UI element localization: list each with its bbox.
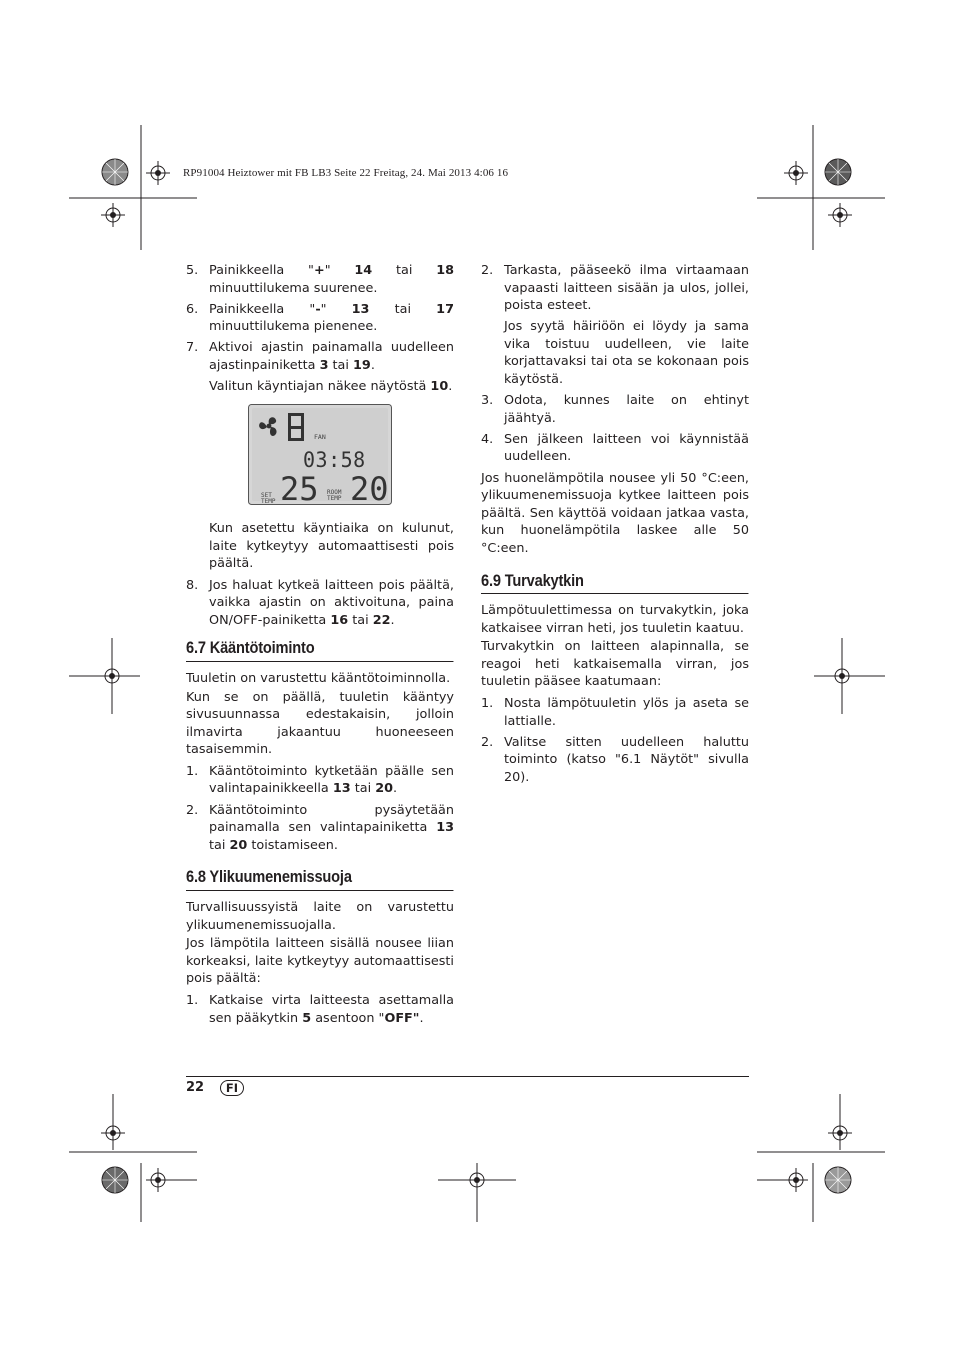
list-item-4: 4. Sen jälkeen laitteen voi käynnistää uudelleen. [481, 431, 749, 465]
item-number: 5. [186, 263, 199, 278]
lcd-display [248, 404, 392, 505]
lcd-time: 03:58 [303, 447, 366, 472]
list-item-2: 2. Tarkasta, pääseekö ilma virtaamaan vapaasti laitteen sisään ja ulos, jollei, poista esteet. [481, 263, 749, 314]
item-number: 3. [481, 393, 494, 409]
section-title-6-7: 6.7 Kääntötoiminto [186, 639, 453, 662]
item-number: 6. [186, 301, 199, 317]
lcd-set-temp-label: TEMP [261, 497, 276, 505]
page-number: 22 [186, 1080, 205, 1095]
section-title-6-9: 6.9 Turvakytkin [481, 572, 748, 595]
list-item-1: 1. Kääntötoiminto kytketään päälle sen valintapainikkeella 13 tai 20. [186, 763, 454, 797]
lcd-room-temp-label: TEMP [327, 494, 342, 502]
paragraph: Jos huonelämpötila nousee yli 50 °C:een, ylikuumenemissuoja kytkee laitteen pois päältä. Sen käyttöä voidaan jatkaa vasta, kun huonelämpötila laskee alle 50 °C:een. [481, 470, 749, 556]
item-number: 2. [186, 802, 199, 818]
footer-rule [186, 1076, 749, 1077]
paragraph: Tuuletin on varustettu kääntötoiminnolla. [186, 670, 451, 686]
item-number: 1. [481, 696, 494, 712]
list-item-5: 5. Painikkeella "+" 14 tai 18 minuuttilukema suurenee. [186, 263, 454, 296]
right-column [481, 262, 749, 790]
item-number: 8. [186, 577, 199, 593]
lcd-set-temperature: 25 [280, 469, 319, 505]
segment-indicator [288, 413, 304, 441]
list-item-2: 2. Kääntötoiminto pysäytetään painamalla sen valintapainiketta 13 tai 20 toistamiseen. [186, 802, 454, 853]
lcd-room-temperature: 20 [350, 469, 389, 505]
paragraph: Turvakytkin on laitteen alapinnalla, se reagoi heti katkaisemalla virran, jos tuuletin pääsee kaatumaan: [481, 639, 749, 690]
paragraph: Jos lämpötila laitteen sisällä nousee liian korkeaksi, laite kytkeytyy automaattisesti pois päältä: [186, 936, 454, 987]
item-number: 1. [186, 763, 199, 779]
list-item-1: 1. Nosta lämpötuuletin ylös ja aseta se lattialle. [481, 696, 749, 729]
paragraph: Turvallisuussyistä laite on varustettu ylikuumenemissuojalla. [186, 899, 454, 933]
lcd-fan-label: FAN [314, 432, 326, 441]
lcd-display-illustration [248, 404, 454, 511]
lcd-set-label: SET [261, 491, 272, 499]
item-number: 2. [481, 734, 494, 750]
list-item-3: 3. Odota, kunnes laite on ehtinyt jäähtyä. [481, 393, 749, 426]
paragraph: Kun se on päällä, tuuletin kääntyy sivusuunnassa edestakaisin, jolloin ilmavirta jakaantuu huoneeseen tasaisemmin. [186, 689, 454, 758]
item-number: 7. [186, 340, 199, 356]
list-item-2: 2. Valitse sitten uudelleen haluttu toiminto (katso "6.1 Näytöt" sivulla 20). [481, 734, 749, 785]
item-7-note: Valitun käyntiajan näkee näytöstä 10. [209, 379, 453, 395]
list-item-8: 8. Jos haluat kytkeä laitteen pois päältä, vaikka ajastin on aktivoituna, paina ON/OFF-painiketta 16 tai 22. [186, 577, 454, 628]
left-column [186, 262, 454, 1031]
list-item-1: 1. Katkaise virta laitteesta asettamalla sen pääkytkin 5 asentoon "OFF". [186, 992, 454, 1026]
item-number: 2. [481, 263, 494, 278]
print-header-line: RP91004 Heiztower mit FB LB3 Seite 22 Freitag, 24. Mai 2013 4:06 16 [183, 167, 509, 179]
item-2-note: Jos syytä häiriöön ei löydy ja sama vika toistuu uudelleen, vie laite korjattavaksi tai ota se kokonaan pois käytöstä. [504, 319, 749, 388]
lcd-room-label: ROOM [327, 488, 342, 496]
paragraph: Lämpötuulettimessa on turvakytkin, joka katkaisee virran heti, jos tuuletin kaatuu. [481, 603, 749, 636]
after-display-note: Kun asetettu käyntiaika on kulunut, laite kytkeytyy automaattisesti pois päältä. [209, 521, 454, 572]
section-title-6-8: 6.8 Ylikuumenemissuoja [186, 868, 453, 891]
list-item-6: 6. Painikkeella "-" 13 tai 17 minuuttilukema pienenee. [186, 301, 454, 335]
language-badge: FI [220, 1080, 244, 1096]
item-number: 1. [186, 992, 199, 1008]
item-number: 4. [481, 431, 494, 447]
list-item-7: 7. Aktivoi ajastin painamalla uudelleen ajastinpainiketta 3 tai 19. [186, 340, 454, 373]
